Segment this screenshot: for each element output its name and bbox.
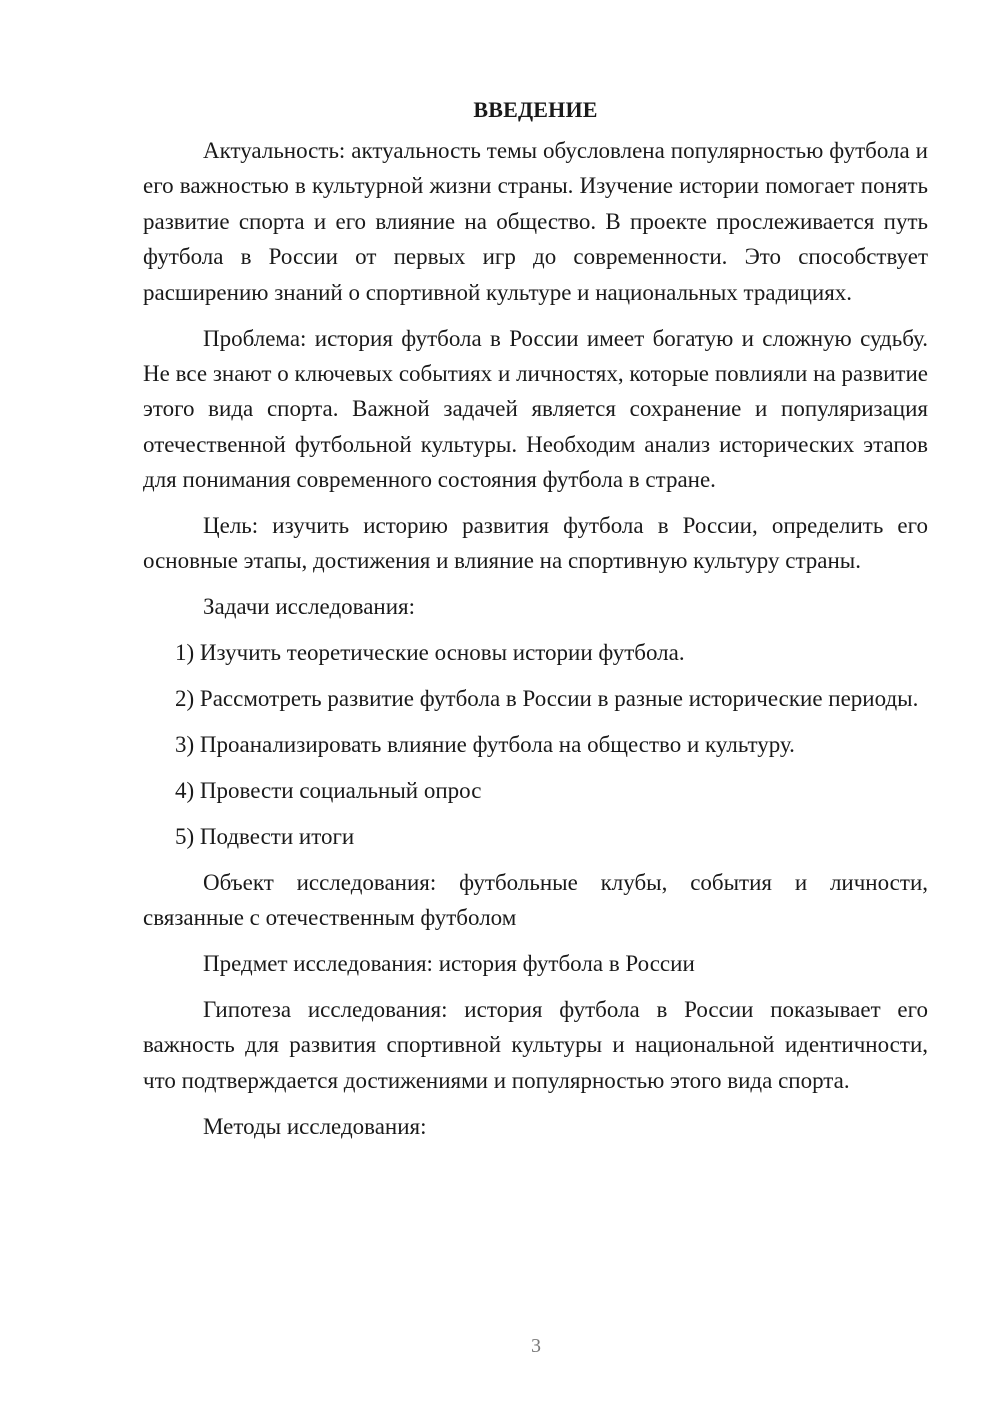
page-content (143, 95, 928, 1155)
section-title: ВВЕДЕНИЕ (473, 97, 598, 122)
paragraph-object: Объект исследования: футбольные клубы, события и личности, связанные с отечественным футболом (143, 869, 928, 931)
tasks-heading: Задачи исследования: (203, 594, 416, 620)
page-number: 3 (531, 1335, 541, 1357)
task-item-2: 2) Рассмотреть развитие футбола в России в разные исторические периоды. (175, 686, 919, 712)
task-item-3: 3) Проанализировать влияние футбола на общество и культуру. (175, 732, 795, 758)
paragraph-relevance: Актуальность: актуальность темы обусловлена популярностью футбола и его важностью в культурной жизни страны. Изучение истории помогает понять развитие спорта и его влияние на общество. В проекте прослеживается путь футбола в России от первых игр до современности. Это способствует расширению знаний о спортивной культуре и национальных традициях. (143, 138, 928, 305)
methods-heading: Методы исследования: (203, 1113, 427, 1139)
task-item-5: 5) Подвести итоги (175, 823, 355, 849)
paragraph-problem: Проблема: история футбола в России имеет богатую и сложную судьбу. Не все знают о ключевых событиях и личностях, которые повлияли на развитие этого вида спорта. Важной задачей является сохранение и популяризация отечественной футбольной культуры. Необходим анализ исторических этапов для понимания современного состояния футбола в стране. (143, 325, 928, 493)
task-item-1: 1) Изучить теоретические основы истории футбола. (175, 640, 685, 666)
paragraph-goal: Цель: изучить историю развития футбола в России, определить его основные этапы, достижения и влияние на спортивную культуру страны. (143, 513, 928, 574)
task-item-4: 4) Провести социальный опрос (175, 778, 482, 803)
paragraph-subject: Предмет исследования: история футбола в России (203, 951, 695, 977)
paragraph-hypothesis: Гипотеза исследования: история футбола в России показывает его важность для развития спортивной культуры и национальной идентичности, что подтверждается достижениями и популярностью этого вида спорта. (143, 997, 928, 1093)
